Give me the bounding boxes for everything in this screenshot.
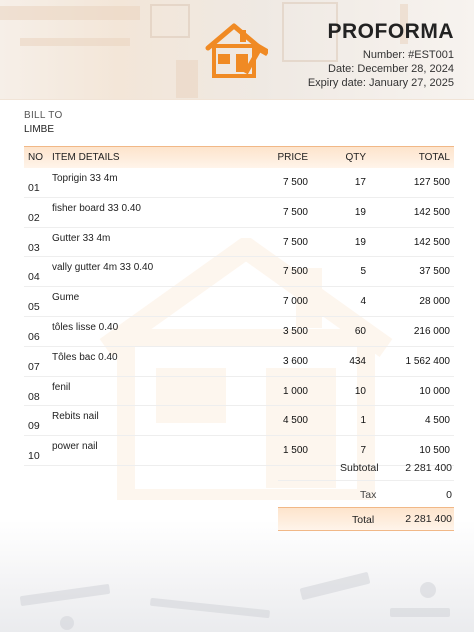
total-line (278, 507, 454, 531)
row-item: power nail (52, 441, 98, 453)
row-total: 10 500 (419, 445, 450, 457)
header-total: TOTAL (418, 152, 450, 163)
document-meta (308, 48, 454, 90)
row-no: 09 (28, 420, 40, 433)
tax-label: Tax (360, 489, 377, 501)
row-qty: 60 (354, 325, 366, 337)
row-price: 4 500 (282, 415, 308, 427)
row-item: vally gutter 4m 33 0.40 (52, 262, 154, 274)
table-row (24, 228, 454, 258)
header-price: PRICE (277, 152, 308, 163)
row-no: 05 (28, 301, 40, 314)
row-total: 142 500 (413, 206, 450, 218)
table-row (24, 287, 454, 317)
tax-value: 0 (446, 489, 452, 501)
row-total: 10 000 (419, 385, 450, 397)
header-qty: QTY (345, 152, 366, 163)
row-qty: 4 (360, 296, 366, 308)
row-total: 1 562 400 (405, 355, 450, 367)
row-qty: 17 (354, 177, 366, 188)
row-item: Rebits nail (52, 411, 99, 423)
table-row (24, 198, 454, 228)
row-item: Gutter 33 4m (52, 232, 111, 244)
table-header (24, 146, 454, 168)
subtotal-label: Subtotal (340, 462, 379, 474)
header-no: NO (28, 152, 43, 163)
table-row (24, 347, 454, 377)
row-qty: 7 (360, 445, 366, 457)
row-qty: 19 (354, 236, 366, 248)
header-item-details: ITEM DETAILS (52, 152, 120, 163)
row-no: 03 (28, 241, 40, 254)
table-row (24, 377, 454, 407)
document-number: Number: #EST001 (362, 49, 454, 61)
row-qty: 1 (360, 415, 366, 427)
row-price: 7 500 (282, 266, 308, 278)
items-table (24, 146, 454, 466)
row-total: 37 500 (419, 266, 450, 278)
row-price: 7 500 (282, 236, 308, 248)
row-total: 4 500 (424, 415, 450, 427)
row-total: 127 500 (413, 177, 450, 188)
document-title: PROFORMA (327, 20, 454, 43)
row-no: 07 (28, 360, 40, 373)
row-item: fisher board 33 0.40 (52, 202, 141, 214)
row-price: 1 500 (282, 445, 308, 457)
row-no: 04 (28, 271, 40, 284)
row-item: Toprigin 33 4m (52, 173, 118, 184)
row-price: 7 500 (282, 177, 308, 188)
row-price: 3 600 (282, 355, 308, 367)
row-total: 142 500 (413, 236, 450, 248)
table-row (24, 257, 454, 287)
table-row (24, 436, 454, 466)
row-item: tôles lisse 0.40 (52, 321, 119, 333)
row-price: 7 000 (282, 296, 308, 308)
footer-background (0, 520, 474, 632)
row-qty: 19 (354, 206, 366, 218)
header-divider (0, 99, 474, 100)
row-no: 06 (28, 330, 40, 343)
row-total: 216 000 (413, 325, 450, 337)
house-hammer-logo-icon (204, 22, 268, 80)
row-price: 3 500 (282, 325, 308, 337)
row-item: Tôles bac 0.40 (52, 351, 118, 363)
total-value: 2 281 400 (405, 513, 452, 525)
row-qty: 5 (360, 266, 366, 278)
row-no: 10 (28, 450, 40, 463)
row-no: 02 (28, 211, 40, 224)
row-price: 7 500 (282, 206, 308, 218)
subtotal-value: 2 281 400 (405, 462, 452, 474)
row-item: fenil (52, 381, 71, 393)
document-expiry-date: Expiry date: January 27, 2025 (307, 77, 454, 89)
bill-to-name: LIMBE (24, 124, 55, 135)
row-item: Gume (52, 292, 80, 304)
row-no: 01 (28, 182, 40, 194)
document-date: Date: December 28, 2024 (328, 63, 454, 75)
table-row (24, 317, 454, 347)
bill-to-label: BILL TO (24, 110, 63, 121)
row-qty: 434 (349, 355, 366, 367)
totals-divider (278, 480, 454, 481)
table-row (24, 168, 454, 198)
row-no: 08 (28, 390, 40, 403)
total-label: Total (352, 514, 375, 526)
row-price: 1 000 (282, 385, 308, 397)
row-total: 28 000 (419, 296, 450, 308)
row-qty: 10 (354, 385, 366, 397)
table-row (24, 406, 454, 436)
